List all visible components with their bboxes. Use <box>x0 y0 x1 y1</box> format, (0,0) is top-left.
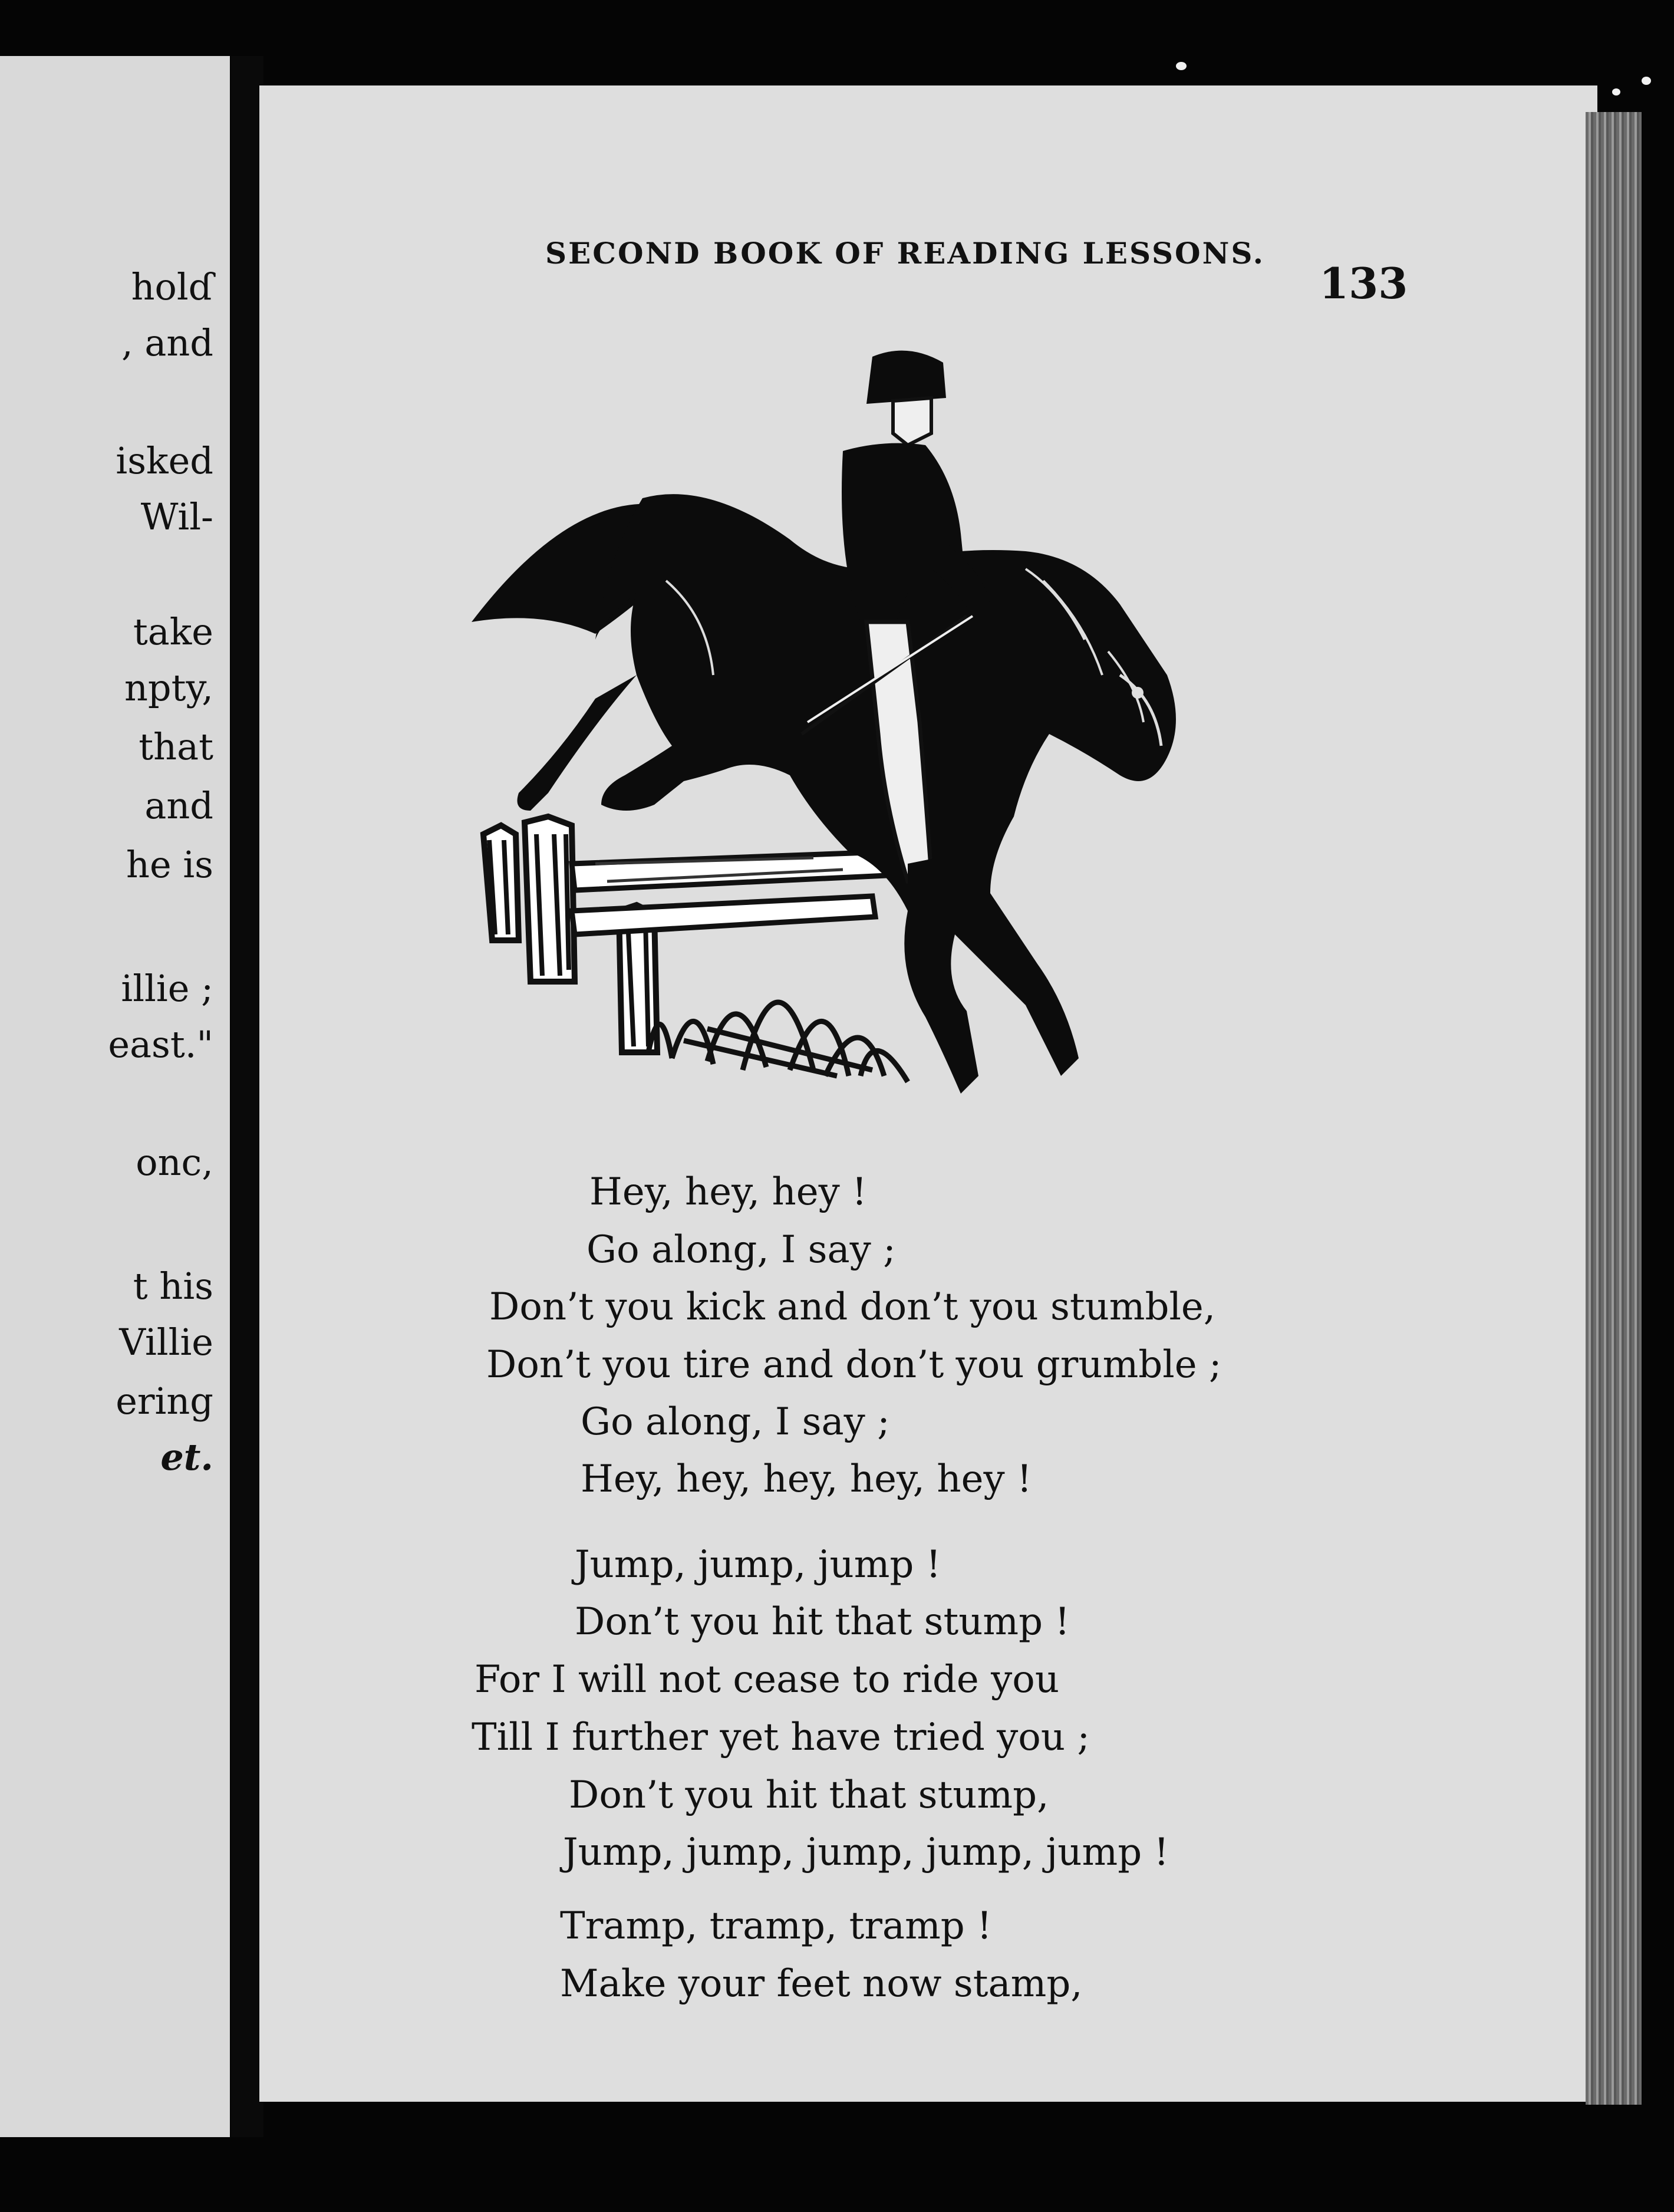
left-page-line: isked <box>116 439 213 482</box>
left-facing-page <box>0 56 230 2137</box>
running-head: SECOND BOOK OF READING LESSONS. <box>545 236 1266 271</box>
left-page-line: and <box>144 784 213 827</box>
left-page-line: holɗ <box>131 265 213 308</box>
left-page-line: illie ; <box>121 967 213 1010</box>
poem-line: Hey, hey, hey, hey, hey ! <box>581 1457 1032 1501</box>
left-page-line: ering <box>116 1380 213 1423</box>
left-page-line: onc, <box>136 1141 213 1184</box>
scan-speck <box>1642 77 1651 85</box>
poem-line: Till I further yet have tried you ; <box>472 1716 1090 1759</box>
poem-line: Go along, I say ; <box>581 1400 890 1444</box>
poem-line: Don’t you hit that stump, <box>569 1773 1049 1817</box>
poem-line: Jump, jump, jump, jump, jump ! <box>563 1831 1169 1874</box>
page-number: 133 <box>1319 258 1408 308</box>
book-gutter <box>231 56 263 2137</box>
poem-line: Tramp, tramp, tramp ! <box>560 1904 992 1948</box>
left-page-line: that <box>139 725 213 768</box>
left-page-line: Villie <box>119 1321 213 1364</box>
scan-speck <box>1176 62 1187 70</box>
poem-line: Make your feet now stamp, <box>560 1962 1083 2006</box>
page-edges <box>1586 112 1642 2105</box>
left-page-line: east." <box>108 1023 213 1066</box>
poem-line: For I will not cease to ride you <box>474 1658 1060 1701</box>
left-page-line: take <box>133 610 213 653</box>
poem-line: Hey, hey, hey ! <box>589 1170 867 1214</box>
poem-line: Go along, I say ; <box>586 1228 896 1272</box>
poem-line: Don’t you tire and don’t you grumble ; <box>486 1343 1222 1387</box>
poem-line: Don’t you kick and don’t you stumble, <box>489 1285 1216 1329</box>
left-page-line: npty, <box>124 666 213 709</box>
poem-line: Don’t you hit that stump ! <box>575 1600 1070 1644</box>
left-page-line: Wil- <box>140 495 213 538</box>
scan-speck <box>1612 88 1620 96</box>
poem-line: Jump, jump, jump ! <box>575 1543 941 1586</box>
fence-icon <box>483 817 887 1052</box>
grass-icon <box>648 1002 908 1082</box>
left-page-line: t his <box>133 1265 213 1308</box>
left-page-line: he is <box>126 843 213 886</box>
left-page-line: , and <box>121 321 213 364</box>
horse-rider-illustration <box>460 345 1261 1111</box>
left-page-line: et. <box>160 1436 213 1479</box>
